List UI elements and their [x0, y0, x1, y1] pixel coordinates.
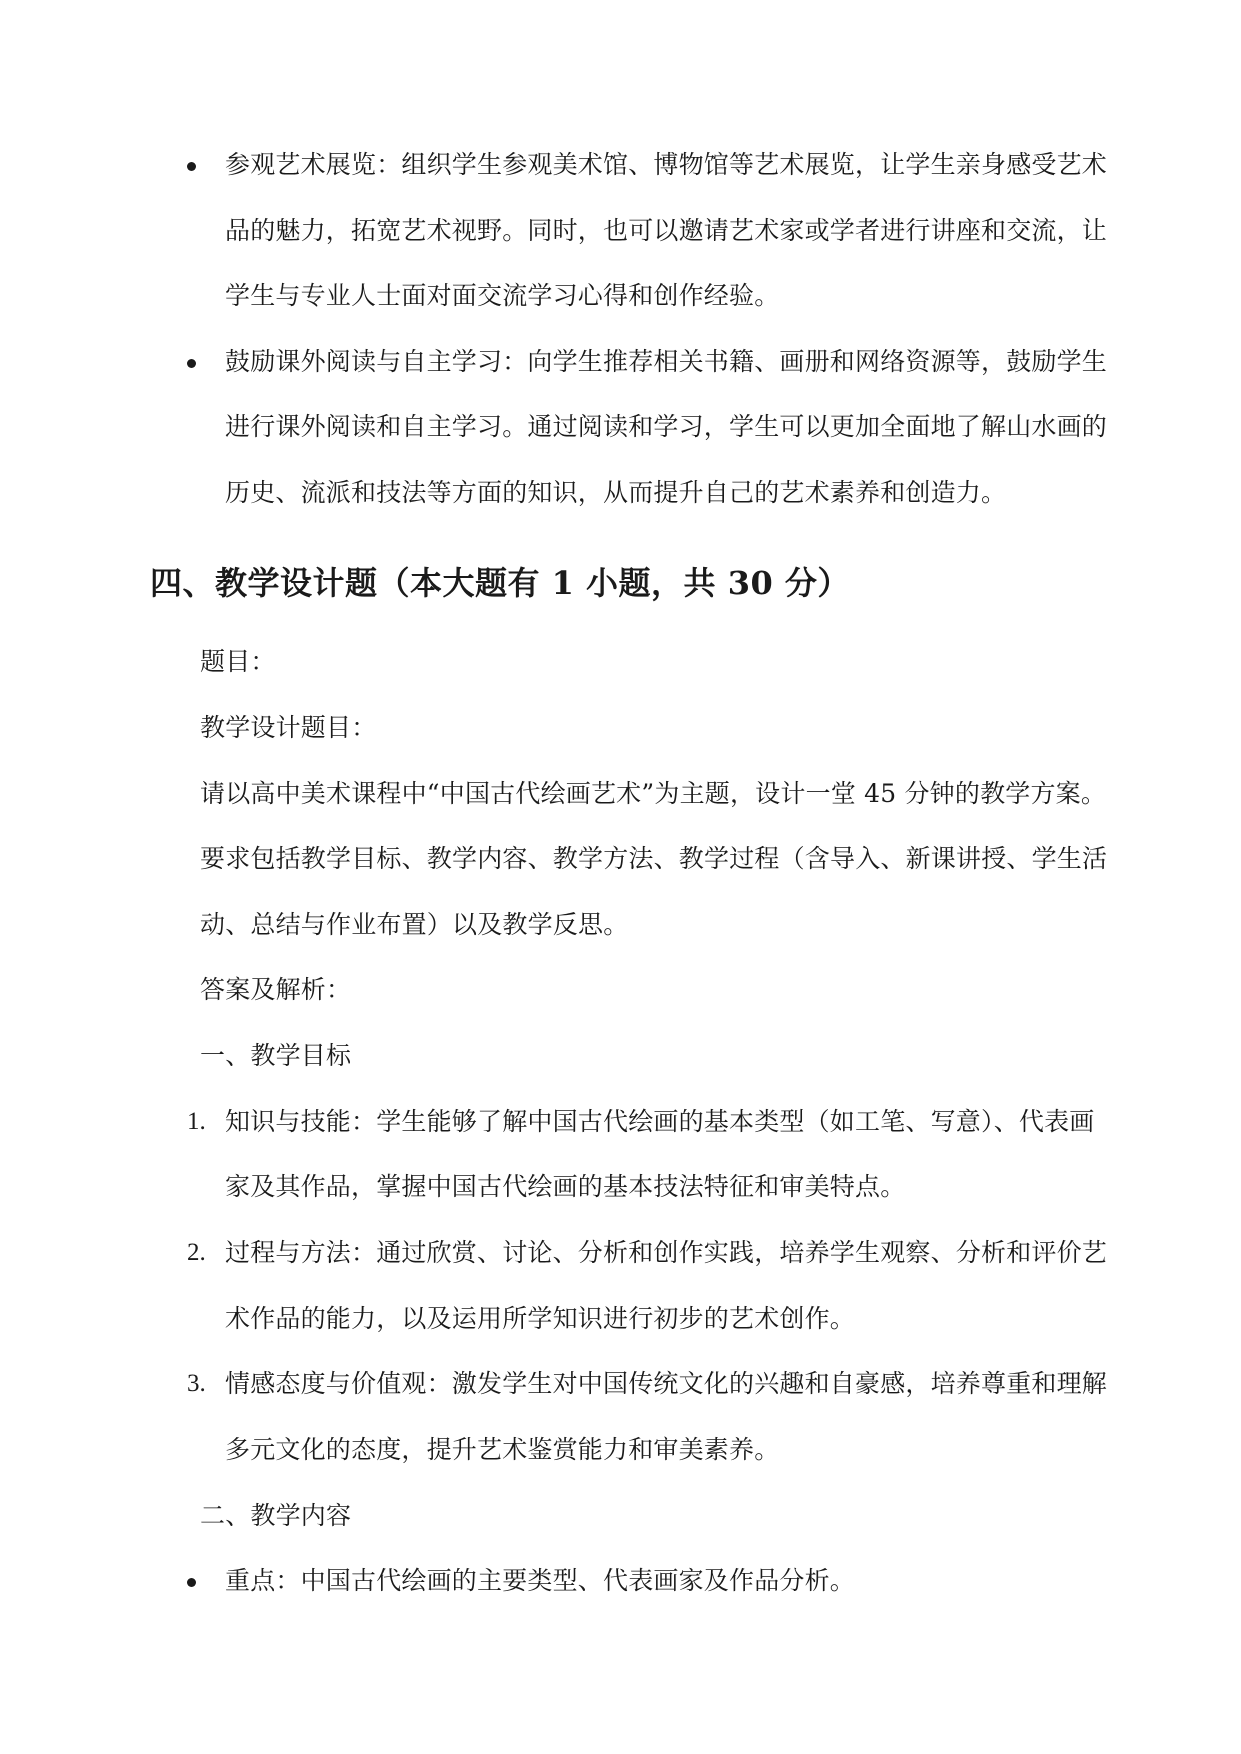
bullet-text-line: 学生与专业人士面对面交流学习心得和创作经验。	[225, 281, 780, 310]
bullet-text-line: 进行课外阅读和自主学习。通过阅读和学习，学生可以更加全面地了解山水画的	[225, 412, 1108, 441]
section-heading: 四、教学设计题（本大题有 1 小题，共 30 分）	[150, 564, 850, 602]
bullet-dot	[187, 162, 196, 171]
list-number: 1.	[187, 1108, 206, 1135]
list-item-line: 知识与技能：学生能够了解中国古代绘画的基本类型（如工笔、写意）、代表画	[225, 1107, 1095, 1136]
bullet-text-line: 重点：中国古代绘画的主要类型、代表画家及作品分析。	[225, 1566, 856, 1595]
list-item-line: 多元文化的态度，提升艺术鉴赏能力和审美素养。	[225, 1435, 780, 1464]
bullet-dot	[187, 359, 196, 368]
question-label: 题目：	[200, 647, 276, 676]
bullet-text-line: 鼓励课外阅读与自主学习：向学生推荐相关书籍、画册和网络资源等，鼓励学生	[225, 347, 1108, 376]
bullet-dot	[187, 1578, 196, 1587]
question-subtitle: 教学设计题目：	[200, 713, 377, 742]
list-item-line: 术作品的能力，以及运用所学知识进行初步的艺术创作。	[225, 1304, 856, 1333]
list-item-line: 家及其作品，掌握中国古代绘画的基本技法特征和审美特点。	[225, 1172, 906, 1201]
question-body-line: 要求包括教学目标、教学内容、教学方法、教学过程（含导入、新课讲授、学生活	[200, 844, 1108, 873]
part1-title: 一、教学目标	[200, 1041, 352, 1070]
bullet-text-line: 历史、流派和技法等方面的知识，从而提升自己的艺术素养和创造力。	[225, 478, 1007, 507]
bullet-text-line: 参观艺术展览：组织学生参观美术馆、博物馆等艺术展览，让学生亲身感受艺术	[225, 150, 1108, 179]
bullet-text-line: 品的魅力，拓宽艺术视野。同时，也可以邀请艺术家或学者进行讲座和交流，让	[225, 216, 1108, 245]
question-body-line: 请以高中美术课程中“中国古代绘画艺术”为主题，设计一堂 45 分钟的教学方案。	[200, 779, 1107, 808]
answer-label: 答案及解析：	[200, 975, 352, 1004]
list-number: 3.	[187, 1370, 206, 1397]
list-item-line: 情感态度与价值观：激发学生对中国传统文化的兴趣和自豪感，培养尊重和理解	[225, 1369, 1108, 1398]
list-number: 2.	[187, 1239, 206, 1266]
part2-title: 二、教学内容	[200, 1501, 352, 1530]
list-item-line: 过程与方法：通过欣赏、讨论、分析和创作实践，培养学生观察、分析和评价艺	[225, 1238, 1108, 1267]
question-body-line: 动、总结与作业布置）以及教学反思。	[200, 910, 629, 939]
